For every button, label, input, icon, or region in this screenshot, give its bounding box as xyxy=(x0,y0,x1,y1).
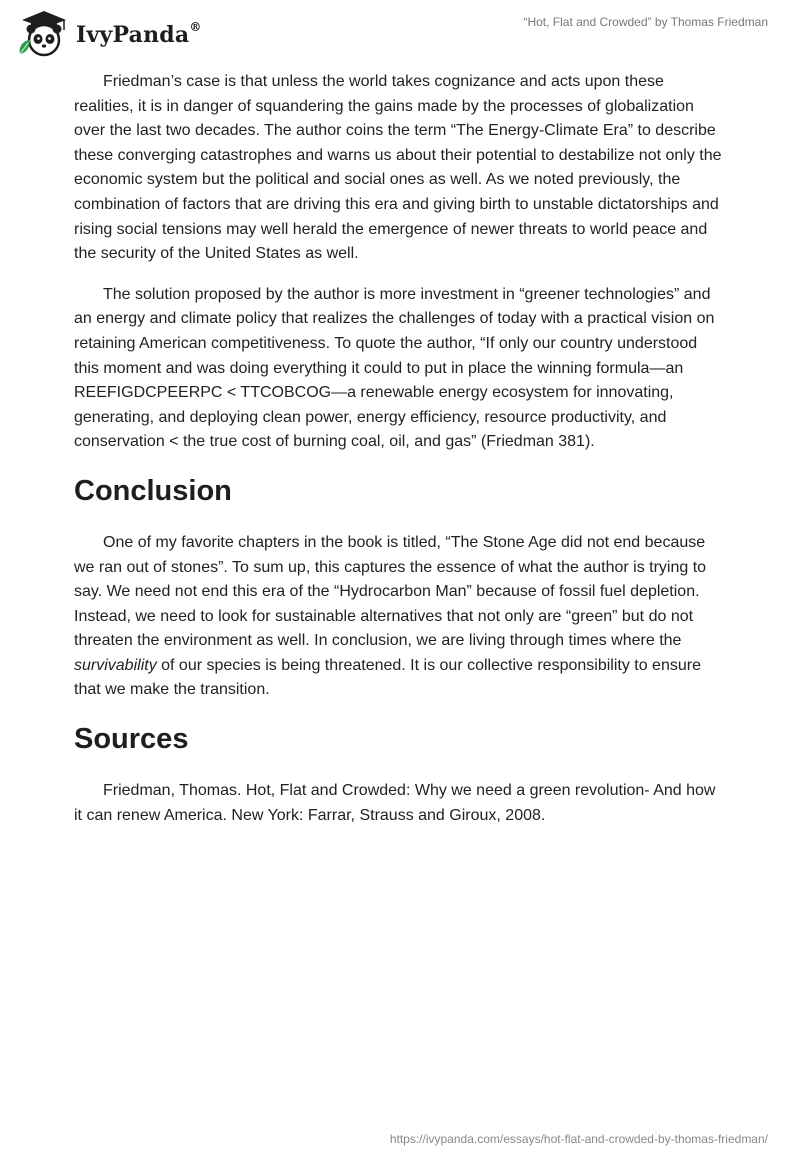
ivypanda-logo[interactable] xyxy=(14,8,202,58)
panda-graduate-icon xyxy=(14,8,72,58)
body-paragraph: Friedman’s case is that unless the world takes cognizance and acts upon these realities, it is in danger of squandering the gains made by the processes of globalization over the last two decades. The author coins the term “The Energy-Climate Era” to describe these converging catastrophes and warns us about their potential to destabilize not only the economic system but the political and social ones as well. As we noted previously, the combination of factors that are driving this era and giving birth to unstable dictatorships and rising social tensions may well herald the emergence of newer threats to world peace and the security of the United States as well. xyxy=(74,73,722,263)
brand-name: IvyPanda® xyxy=(76,20,202,48)
source-url-link[interactable]: https://ivypanda.com/essays/hot-flat-and-crowded-by-thomas-friedman/ xyxy=(389,1132,768,1146)
conclusion-heading: Conclusion xyxy=(74,474,232,507)
document-title: “Hot, Flat and Crowded” by Thomas Friedman xyxy=(523,15,768,29)
conclusion-paragraph: One of my favorite chapters in the book is titled, “The Stone Age did not end because we ran out of stones”. To sum up, this captures the essence of what the author is trying to say. We need not end this era of the “Hydrocarbon Man” because of fossil fuel depletion. Instead, we need to look for sustainable alternatives that not only are “green” but do not threaten the environment as well. In conclusion, we are living through times where the survivability of our species is being threatened. It is our collective responsibility to ensure that we make the transition. xyxy=(74,533,707,699)
emphasized-word: survivability xyxy=(74,656,157,674)
sources-heading: Sources xyxy=(74,723,189,756)
essay-content xyxy=(74,70,726,844)
source-entry: Friedman, Thomas. Hot, Flat and Crowded: Why we need a green revolution- And how it can renew America. New York: Farrar, Strauss and Giroux, 2008. xyxy=(74,782,716,824)
page-header xyxy=(0,0,800,64)
body-paragraph: The solution proposed by the author is more investment in “greener technologies” and an energy and climate policy that realizes the challenges of today with a practical vision on retaining American competitiveness. To quote the author, “If only our country understood this moment and was doing everything it could to put in place the winning formula—an REEFIGDCPEERPC < TTCOBCOG—a renewable energy ecosystem for innovating, generating, and deploying clean power, energy efficiency, resource productivity, and conservation < the true cost of burning coal, oil, and gas” (Friedman 381). xyxy=(74,285,715,451)
